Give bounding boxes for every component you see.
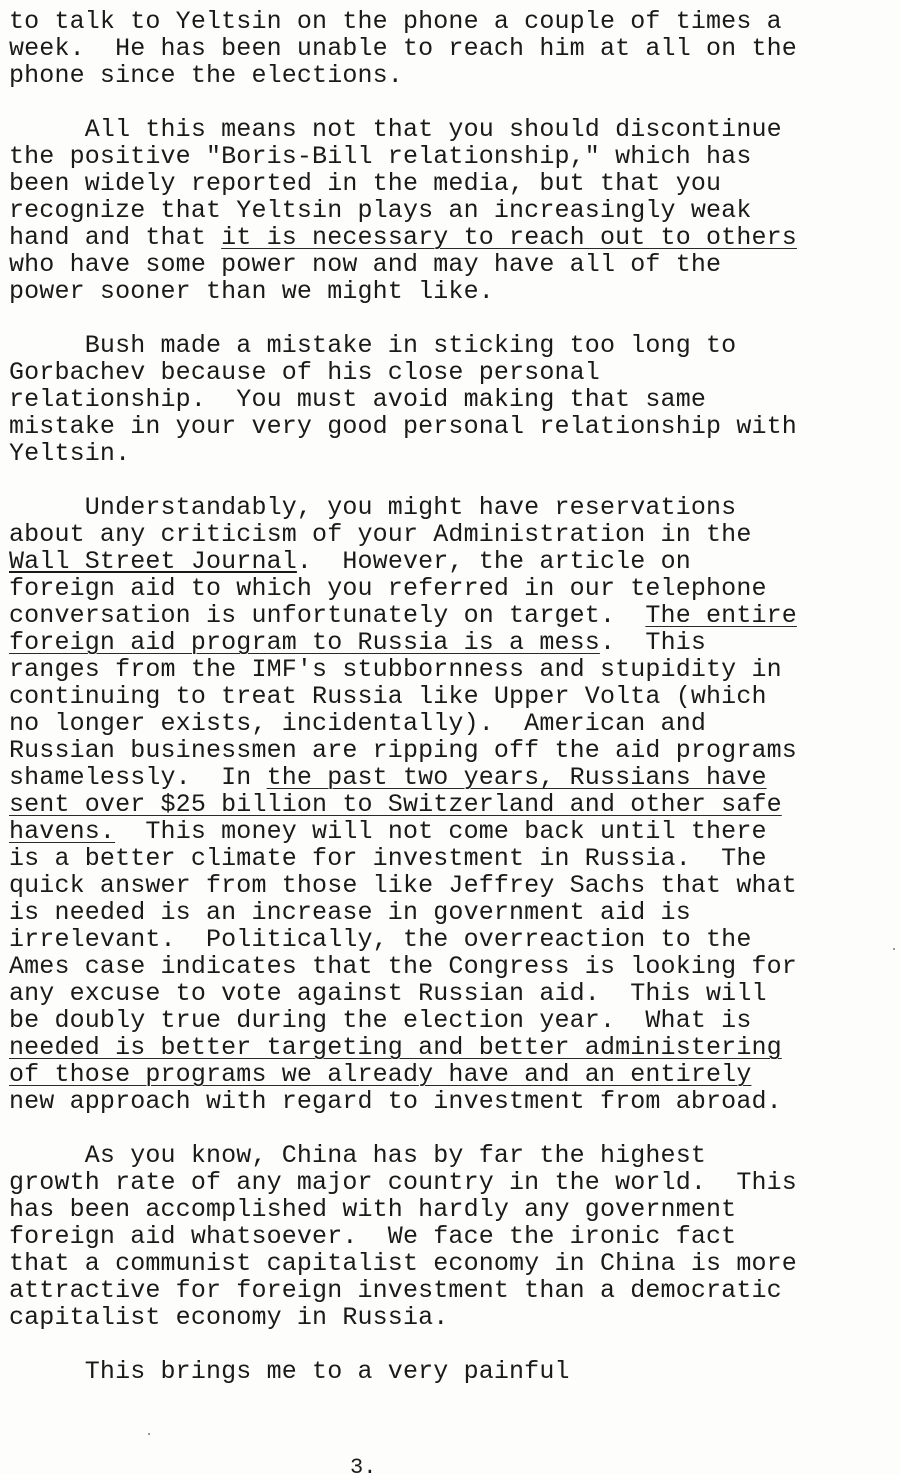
text-segment: new approach with regard to investment from abroad. xyxy=(9,1087,782,1116)
text-line xyxy=(9,737,889,764)
text-segment: conversation is unfortunately on target. xyxy=(9,601,646,630)
text-line xyxy=(9,602,889,629)
scan-speck xyxy=(148,1433,150,1435)
text-line xyxy=(9,8,889,35)
paragraph-p6 xyxy=(9,1358,889,1385)
text-segment: has been accomplished with hardly any government xyxy=(9,1195,737,1224)
text-segment: Ames case indicates that the Congress is looking for xyxy=(9,952,797,981)
text-line xyxy=(9,953,889,980)
paragraph-p4 xyxy=(9,494,889,1115)
text-line xyxy=(9,1169,889,1196)
text-line xyxy=(9,413,889,440)
text-line xyxy=(9,521,889,548)
text-segment: Russian businessmen are ripping off the aid programs xyxy=(9,736,797,765)
text-segment: any excuse to vote against Russian aid. This will xyxy=(9,979,767,1008)
text-line xyxy=(9,1142,889,1169)
text-segment: week. He has been unable to reach him at all on the xyxy=(9,34,797,63)
text-line xyxy=(9,170,889,197)
text-line xyxy=(9,683,889,710)
paragraph-p2 xyxy=(9,116,889,305)
text-segment: hand and that xyxy=(9,223,222,252)
text-line xyxy=(9,1223,889,1250)
text-line xyxy=(9,332,889,359)
text-segment: continuing to treat Russia like Upper Volta (which xyxy=(9,682,767,711)
handwritten-underline: it is necessary to reach out to others xyxy=(221,223,797,252)
text-segment: foreign aid to which you referred in our telephone xyxy=(9,574,767,603)
text-line xyxy=(9,926,889,953)
text-segment: foreign aid whatsoever. We face the ironic fact xyxy=(9,1222,737,1251)
text-segment: ranges from the IMF's stubbornness and stupidity in xyxy=(9,655,782,684)
text-line xyxy=(9,872,889,899)
paragraph-p5 xyxy=(9,1142,889,1331)
text-segment: Gorbachev because of his close personal xyxy=(9,358,600,387)
text-line xyxy=(9,1034,889,1061)
text-line xyxy=(9,818,889,845)
handwritten-underline: The entire xyxy=(645,601,797,630)
text-segment: be doubly true during the election year. What is xyxy=(9,1006,752,1035)
paragraph-p1 xyxy=(9,8,889,89)
text-segment: to talk to Yeltsin on the phone a couple of times a xyxy=(9,7,782,36)
text-segment: relationship. You must avoid making that same xyxy=(9,385,707,414)
text-segment: attractive for foreign investment than a democratic xyxy=(9,1276,782,1305)
scan-speck xyxy=(893,948,895,950)
text-segment: phone since the elections. xyxy=(9,61,403,90)
text-segment: about any criticism of your Administration in the xyxy=(9,520,752,549)
text-line xyxy=(9,251,889,278)
text-segment: mistake in your very good personal relationship with xyxy=(9,412,797,441)
text-line xyxy=(9,845,889,872)
text-segment: power sooner than we might like. xyxy=(9,277,494,306)
paragraph-gap xyxy=(9,305,889,332)
text-line xyxy=(9,278,889,305)
text-segment: Bush made a mistake in sticking too long to xyxy=(9,331,737,360)
text-segment: is needed is an increase in government aid is xyxy=(9,898,691,927)
text-line xyxy=(9,791,889,818)
text-segment: been widely reported in the media, but that you xyxy=(9,169,722,198)
text-segment: Yeltsin. xyxy=(9,439,131,468)
text-line xyxy=(9,629,889,656)
text-line xyxy=(9,1304,889,1331)
text-line xyxy=(9,1250,889,1277)
handwritten-underline: of those programs we already have and an entirely xyxy=(9,1060,752,1089)
text-segment: shamelessly. In xyxy=(9,763,267,792)
text-line xyxy=(9,899,889,926)
text-line xyxy=(9,359,889,386)
text-segment: the positive "Boris-Bill relationship," which has xyxy=(9,142,752,171)
handwritten-underline: sent over $25 billion to Switzerland and other safe xyxy=(9,790,782,819)
handwritten-underline: havens. xyxy=(9,817,116,846)
text-line xyxy=(9,980,889,1007)
text-segment: quick answer from those like Jeffrey Sachs that what xyxy=(9,871,797,900)
text-line xyxy=(9,224,889,251)
text-segment: Understandably, you might have reservations xyxy=(9,493,737,522)
text-segment: This money will not come back until there xyxy=(115,817,767,846)
paragraph-gap xyxy=(9,467,889,494)
text-line xyxy=(9,548,889,575)
text-segment: who have some power now and may have all of the xyxy=(9,250,722,279)
text-segment: irrelevant. Politically, the overreaction to the xyxy=(9,925,752,954)
text-line xyxy=(9,62,889,89)
text-segment: As you know, China has by far the highest xyxy=(9,1141,707,1170)
text-line xyxy=(9,1061,889,1088)
text-segment: All this means not that you should discontinue xyxy=(9,115,782,144)
text-line xyxy=(9,1007,889,1034)
text-segment: growth rate of any major country in the world. This xyxy=(9,1168,797,1197)
text-segment: no longer exists, incidentally). American and xyxy=(9,709,707,738)
text-line xyxy=(9,764,889,791)
paragraph-p3 xyxy=(9,332,889,467)
handwritten-underline: the past two years, Russians have xyxy=(266,763,767,792)
paragraph-gap xyxy=(9,89,889,116)
text-line xyxy=(9,656,889,683)
text-segment: capitalist economy in Russia. xyxy=(9,1303,449,1332)
text-line xyxy=(9,1358,889,1385)
text-line xyxy=(9,197,889,224)
text-segment: that a communist capitalist economy in China is more xyxy=(9,1249,797,1278)
underlined-title: Wall Street Journal xyxy=(9,547,297,576)
handwritten-underline: needed is better targeting and better administering xyxy=(9,1033,782,1062)
text-line xyxy=(9,116,889,143)
text-line xyxy=(9,35,889,62)
text-segment: is a better climate for investment in Russia. The xyxy=(9,844,767,873)
paragraph-gap xyxy=(9,1115,889,1142)
page-number: 3. xyxy=(350,1455,377,1480)
text-line xyxy=(9,494,889,521)
text-segment: This brings me to a very painful xyxy=(9,1357,570,1386)
text-segment: . However, the article on xyxy=(296,547,691,576)
text-line xyxy=(9,710,889,737)
text-line xyxy=(9,575,889,602)
handwritten-underline: foreign aid program to Russia is a mess xyxy=(9,628,600,657)
text-segment: recognize that Yeltsin plays an increasingly weak xyxy=(9,196,752,225)
text-line xyxy=(9,1277,889,1304)
text-line xyxy=(9,143,889,170)
text-segment: . This xyxy=(599,628,707,657)
letter-body xyxy=(9,8,889,1385)
text-line xyxy=(9,386,889,413)
text-line xyxy=(9,440,889,467)
paragraph-gap xyxy=(9,1331,889,1358)
text-line xyxy=(9,1088,889,1115)
text-line xyxy=(9,1196,889,1223)
